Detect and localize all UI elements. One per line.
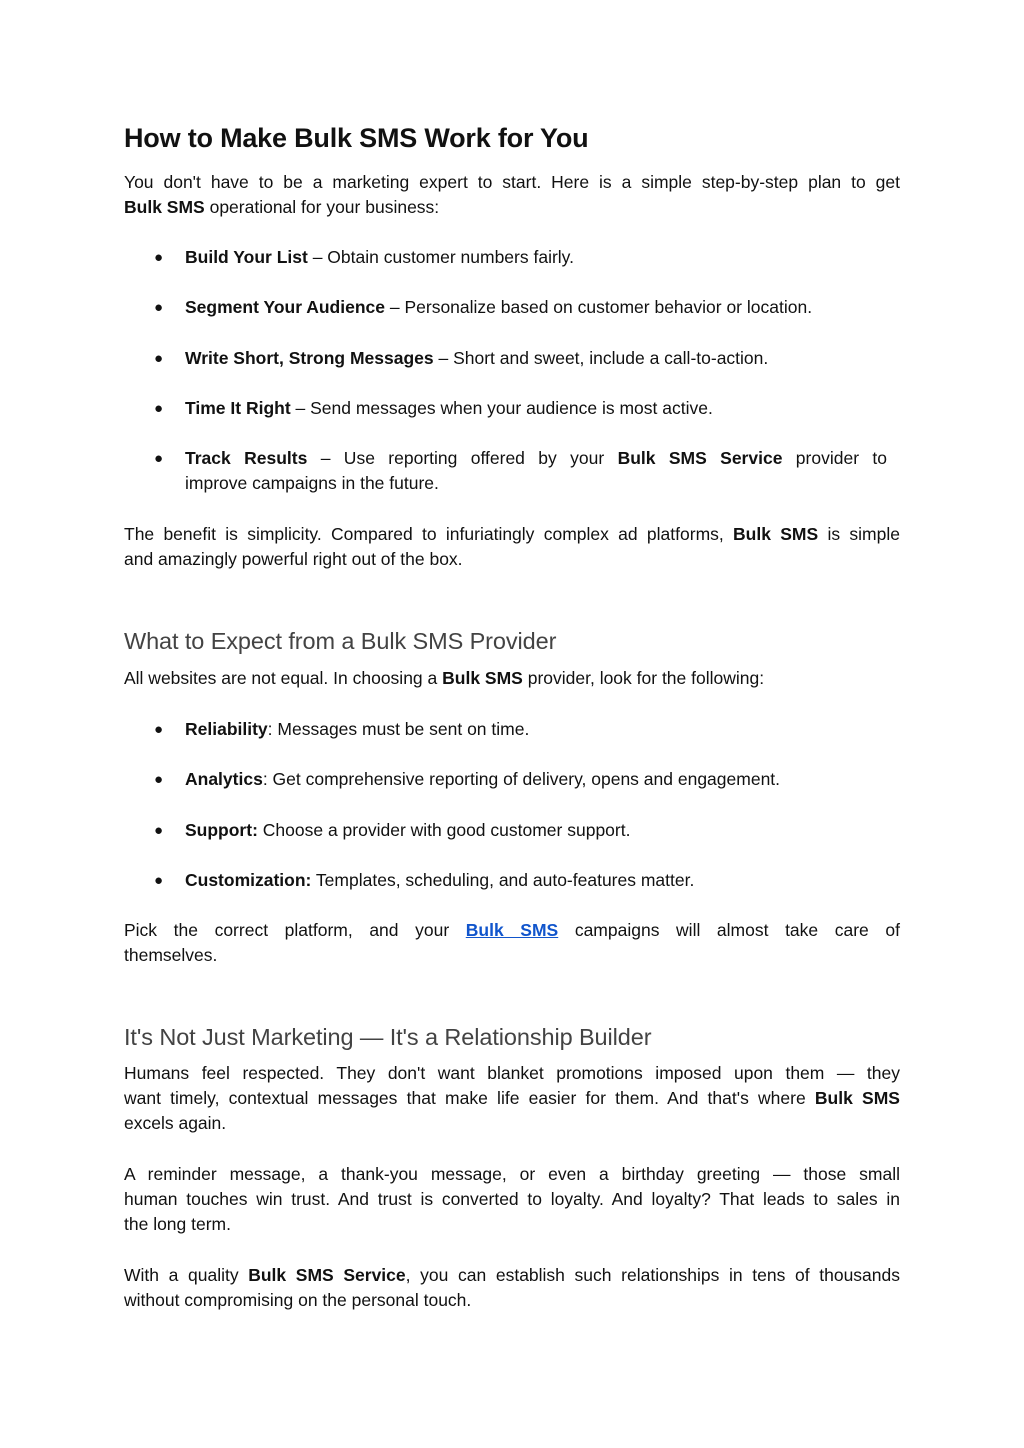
- list-item-title: Build Your List: [185, 247, 308, 267]
- list-item-text: Choose a provider with good customer support.: [257, 820, 631, 840]
- p3-text-end: , you can establish such relationships in tens of thousands: [405, 1265, 900, 1285]
- bullet-icon: ●: [154, 721, 164, 738]
- intro-text-1: You don't have to be a marketing expert to start. Here is a simple step-by-step plan to get: [124, 172, 900, 192]
- p1-line-3: excels again.: [124, 1113, 227, 1133]
- provider-intro-bold: Bulk SMS: [442, 668, 523, 688]
- list-item-text: – Use reporting offered by your: [307, 448, 618, 468]
- bullet-icon: ●: [154, 872, 164, 889]
- list-item-bold: Bulk SMS Service: [617, 448, 783, 468]
- p2-line-1: A reminder message, a thank-you message, or even a birthday greeting — those small: [124, 1164, 900, 1184]
- provider-intro: [124, 666, 900, 691]
- bullet-icon: ●: [154, 299, 164, 316]
- benefit-line-2: and amazingly powerful right out of the box.: [124, 549, 463, 569]
- benefit-text: The benefit is simplicity. Compared to infuriatingly complex ad platforms,: [124, 524, 734, 544]
- bullet-icon: ●: [154, 350, 164, 367]
- provider-intro-text: All websites are not equal. In choosing a: [124, 668, 443, 688]
- list-item-title: Customization:: [185, 870, 312, 890]
- intro-bold: Bulk SMS: [124, 197, 205, 217]
- p1-line-2: [124, 1086, 900, 1111]
- track-line-2: improve campaigns in the future.: [185, 473, 439, 493]
- provider-intro-text-end: provider, look for the following:: [522, 668, 765, 688]
- intro-text-2: operational for your business:: [204, 197, 440, 217]
- bulk-sms-link[interactable]: Bulk SMS: [465, 920, 559, 940]
- bullet-icon: ●: [154, 822, 164, 839]
- bullet-icon: ●: [154, 249, 164, 266]
- p2-line-2: human touches win trust. And trust is converted to loyalty. And loyalty? That leads to sales in: [124, 1189, 900, 1209]
- p3-line-2: without compromising on the personal touch.: [124, 1290, 472, 1310]
- list-item-text: Templates, scheduling, and auto-features matter.: [311, 870, 695, 890]
- list-item-text: : Get comprehensive reporting of delivery, opens and engagement.: [262, 769, 781, 789]
- p1-text: want timely, contextual messages that make life easier for them. And that's where: [124, 1088, 815, 1108]
- benefit-line-1: [124, 522, 900, 547]
- section-heading-relationship: It's Not Just Marketing — It's a Relationship Builder: [124, 1024, 652, 1050]
- pick-line-1: [124, 918, 900, 943]
- intro-line-1: [124, 170, 900, 195]
- list-item-title: Reliability: [185, 719, 268, 739]
- section-heading-provider: What to Expect from a Bulk SMS Provider: [124, 628, 557, 654]
- p1-line-1: Humans feel respected. They don't want blanket promotions imposed upon them — they: [124, 1063, 900, 1083]
- p3-line-1: [124, 1263, 900, 1288]
- list-item-title: Write Short, Strong Messages: [185, 348, 434, 368]
- list-item-title: Track Results: [185, 448, 308, 468]
- bullet-icon: ●: [154, 771, 164, 788]
- p3-text: With a quality: [124, 1265, 249, 1285]
- p3-bold: Bulk SMS Service: [248, 1265, 406, 1285]
- list-item-text: – Obtain customer numbers fairly.: [307, 247, 574, 267]
- list-item-title: Segment Your Audience: [185, 297, 385, 317]
- list-item-title: Analytics: [185, 769, 263, 789]
- pick-text-end: campaigns will almost take care of: [558, 920, 900, 940]
- list-item-title: Time It Right: [185, 398, 291, 418]
- pick-line-2: themselves.: [124, 945, 218, 965]
- list-item-text: – Personalize based on customer behavior or location.: [385, 297, 813, 317]
- page-title: How to Make Bulk SMS Work for You: [124, 123, 589, 153]
- intro-line-2: [124, 195, 900, 220]
- list-item-text: : Messages must be sent on time.: [267, 719, 530, 739]
- track-line-1: [185, 446, 887, 471]
- p1-bold: Bulk SMS: [814, 1088, 900, 1108]
- benefit-bold: Bulk SMS: [733, 524, 819, 544]
- p2-line-3: the long term.: [124, 1214, 231, 1234]
- list-item-text: – Send messages when your audience is most active.: [290, 398, 713, 418]
- list-item-text: provider to: [782, 448, 888, 468]
- list-item-text: – Short and sweet, include a call-to-action.: [433, 348, 769, 368]
- list-item-title: Support:: [185, 820, 258, 840]
- benefit-text-end: is simple: [818, 524, 900, 544]
- bullet-icon: ●: [154, 400, 164, 417]
- bullet-icon: ●: [154, 450, 164, 467]
- pick-text: Pick the correct platform, and your: [124, 920, 466, 940]
